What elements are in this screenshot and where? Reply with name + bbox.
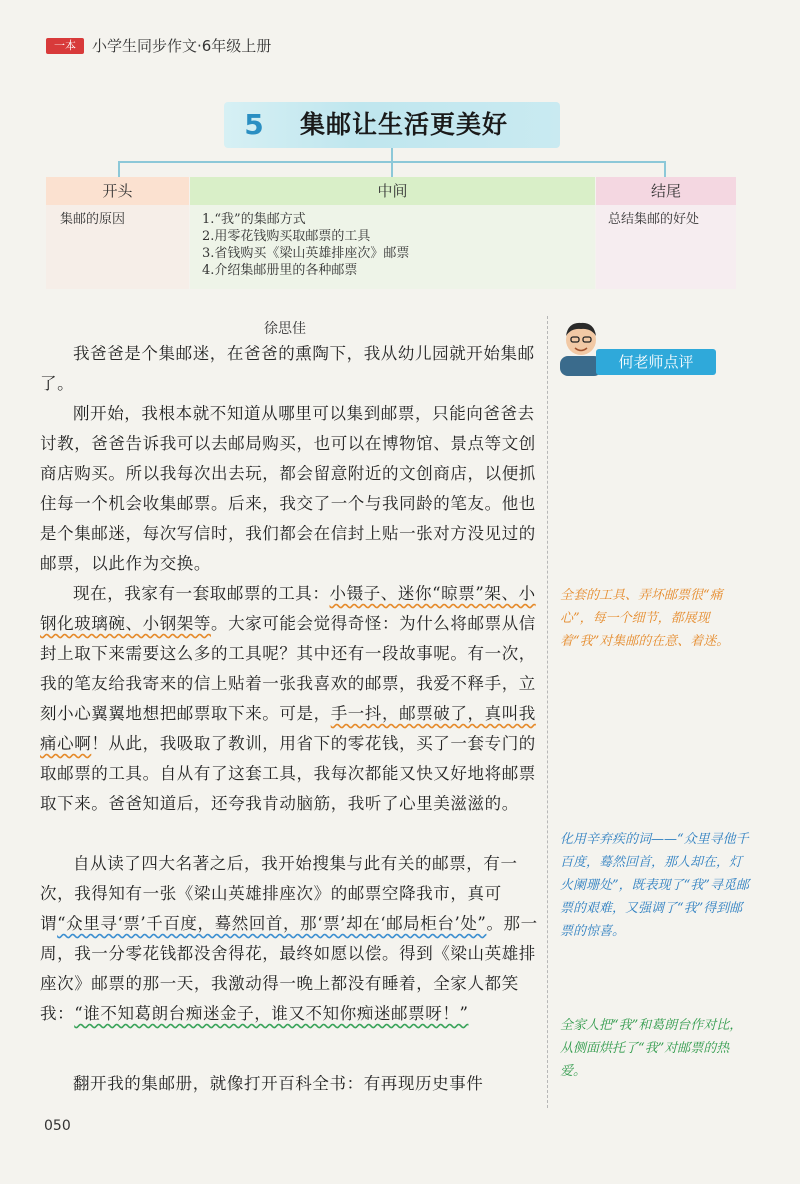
outline-beginning-label: 开头 [46, 177, 189, 205]
essay-p4-underline-family: “谁不知葛朗台痴迷金子，谁又不知你痴迷邮票呀！” [74, 1004, 469, 1023]
lesson-number: 5 [244, 108, 264, 141]
essay-p3-underline-tools: 小镊子、迷你“晾票”架、小钢化玻璃碗、小钢架等 [40, 584, 536, 633]
essay-p4-middle: 。那一周，我一分零花钱都没舍得花，最终如愿以偿。得到《梁山英雄排座次》邮票的那一天，我激动得一晚上都没有睡着，全家人都笑我： [40, 914, 538, 1023]
essay-paragraph-4 [40, 849, 540, 1029]
essay-paragraph-1 [40, 339, 540, 399]
margin-note-green: 全家人把“我”和葛朗台作对比，从侧面烘托了“我”对邮票的热爱。 [560, 1018, 743, 1079]
essay-paragraph-2 [40, 399, 540, 579]
essay-p3-intro: 现在，我家有一套取邮票的工具： [73, 584, 330, 603]
essay-paragraph-2-text: 刚开始，我根本就不知道从哪里可以集到邮票，只能向爸爸去讨教，爸爸告诉我可以去邮局购买，也可以在博物馆、景点等文创商店购买。所以我每次出去玩，都会留意附近的文创商店，以便抓住每一个机会收集邮票。后来，我交了一个与我同龄的笔友。他也是个集邮迷，每次写信时，我们都会在信封上贴一张对方没见过的邮票，以此作为交换。 [40, 404, 536, 573]
outline-middle-item-3: 3.省钱购买《梁山英雄排座次》邮票 [202, 246, 410, 261]
essay-p3-middle: 。大家可能会觉得奇怪：为什么将邮票从信封上取下来需要这么多的工具呢？其中还有一段故事呢。有一次，我的笔友给我寄来的信上贴着一张我喜欢的邮票，我爱不释手，立刻小心翼翼地想把邮票取下来。可是， [40, 614, 536, 723]
essay-p4-intro: 自从读了四大名著之后，我开始搜集与此有关的邮票，有一次，我得知有一张《梁山英雄排座次》的邮票空降我市，真可谓 [40, 854, 518, 933]
lesson-title: 集邮让生活更美好 [300, 110, 509, 139]
outline-ending-content: 总结集邮的好处 [608, 212, 700, 227]
outline-beginning-content: 集邮的原因 [60, 212, 126, 227]
page-number: 050 [44, 1118, 71, 1134]
essay-paragraph-3 [40, 579, 540, 819]
tree-line-right [664, 161, 666, 177]
essay-paragraph-1-text: 我爸爸是个集邮迷，在爸爸的熏陶下，我从幼儿园就开始集邮了。 [40, 344, 535, 393]
book-title: 小学生同步作文·6年级上册 [92, 37, 272, 55]
tree-line-mid [391, 161, 393, 177]
outline-middle-item-1: 1.“我”的集邮方式 [202, 212, 306, 227]
outline-ending-label: 结尾 [596, 177, 736, 205]
essay-author: 徐思佳 [264, 321, 306, 337]
margin-note-blue: 化用辛弃疾的词——“众里寻他千百度，蓦然回首，那人却在，灯火阑珊处”，既表现了“我”寻觅邮票的艰难，又强调了“我”得到邮票的惊喜。 [560, 832, 749, 939]
essay-paragraph-5 [40, 1069, 540, 1099]
tree-line-left [118, 161, 120, 177]
margin-note-orange: 全套的工具、弄坏邮票很“痛心”，每一个细节，都展现着“我”对集邮的在意、着迷。 [560, 588, 730, 649]
outline-middle-label: 中间 [190, 177, 595, 205]
essay-p3-end: ！从此，我吸取了教训，用省下的零花钱，买了一套专门的取邮票的工具。自从有了这套工具，我每次都能又快又好地将邮票取下来。爸爸知道后，还夸我肯动脑筋，我听了心里美滋滋的。 [40, 734, 536, 813]
tree-line-trunk [391, 148, 393, 162]
essay-paragraph-5-text: 翻开我的集邮册，就像打开百科全书：有再现历史事件 [73, 1074, 484, 1093]
outline-middle-item-2: 2.用零花钱购买取邮票的工具 [202, 229, 371, 244]
essay-p4-underline-quote: “众里寻‘票’千百度，蓦然回首，那‘票’却在‘邮局柜台’处” [57, 914, 487, 933]
essay-p3-underline-heartache: 手一抖，邮票破了，真叫我痛心啊 [40, 704, 536, 753]
book-series-badge: 一本 [46, 38, 84, 54]
outline-middle-item-4: 4.介绍集邮册里的各种邮票 [202, 263, 358, 278]
sidebar-divider [547, 316, 548, 1108]
teacher-comment-label: 何老师点评 [596, 349, 716, 375]
